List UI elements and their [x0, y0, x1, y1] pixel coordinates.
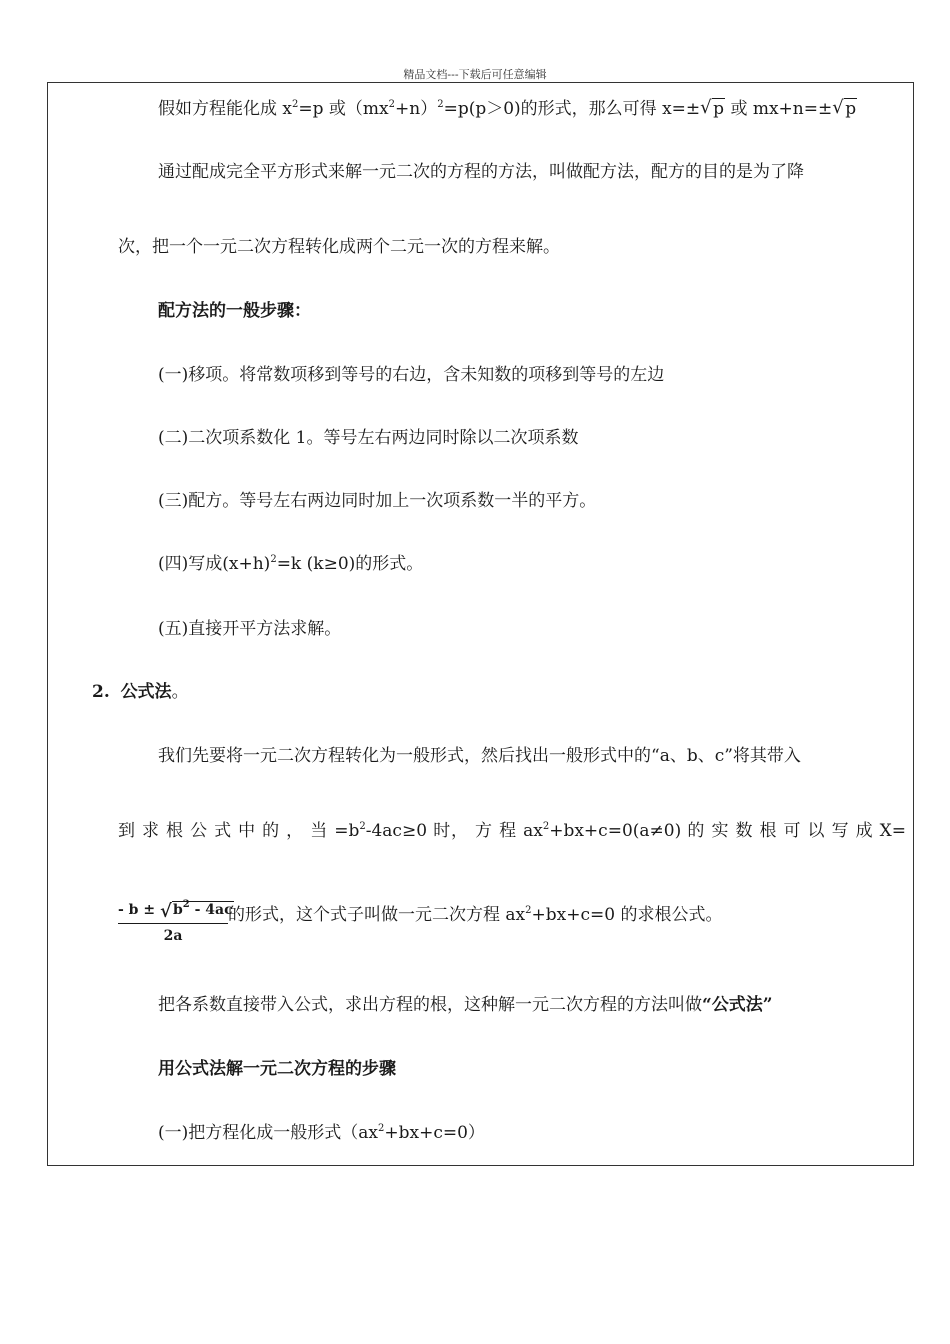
sqrt-symbol: √ p [832, 98, 857, 120]
fraction-numerator: - b ± √ $b^2 - 4ac$ [118, 902, 228, 924]
page-header: 精品文档---下载后可任意编辑 [403, 68, 547, 81]
line-formula-method: 把各系数直接带入公式，求出方程的根，这种解一元二次方程的方法叫做“公式法” [158, 995, 773, 1015]
heading-formula-steps: 用公式法解一元二次方程的步骤 [158, 1059, 396, 1079]
line-method-definition-cont: 次，把一个一元二次方程转化成两个二元一次的方程来解。 [118, 237, 560, 257]
line-square-root-form: 假如方程能化成 $x^2=p$ 或$(mx^2+n)^2=p(p>0)$的形式，那么可得 x=±√ p 或 mx+n=±√ p [158, 98, 857, 120]
sqrt-symbol: √ $b^2 - 4ac$ [160, 902, 234, 918]
step-1: (一)移项。将常数项移到等号的右边，含未知数的项移到等号的左边 [158, 365, 665, 385]
step-5: (五)直接开平方法求解。 [158, 619, 342, 639]
step-3: (三)配方。等号左右两边同时加上一次项系数一半的平方。 [158, 491, 597, 511]
line-formula-name: 的形式，这个式子叫做一元二次方程 $ax^2+bx+c=0$ 的求根公式。 [228, 905, 723, 925]
section-heading-formula: 2. 公式法。 [92, 682, 189, 702]
line-general-form: 我们先要将一元二次方程转化为一般形式，然后找出一般形式中的“a、b、c”将其带入 [158, 746, 801, 766]
sqrt-symbol: √ p [700, 98, 725, 120]
formula-step-1: (一)把方程化成一般形式$(ax^2+bx+c=0)$ [158, 1123, 485, 1143]
step-4: (四)写成$(x+h)^2=k$ (k≥0)的形式。 [158, 554, 424, 574]
fraction-denominator: 2a [163, 928, 183, 944]
heading-steps: 配方法的一般步骤： [158, 301, 311, 321]
line-method-definition: 通过配成完全平方形式来解一元二次的方程的方法，叫做配方法，配方的目的是为了降 [158, 162, 804, 182]
line-root-formula: 到 求 根 公 式 中 的 ， 当 $=b^2-4ac\ge 0$ 时， 方 程 $ax^2+bx+c=0(a\ne 0)$ 的 实 数 根 可 以 写 成 X= [118, 821, 906, 841]
quadratic-formula-fraction [118, 899, 233, 944]
step-2: (二)二次项系数化 1。等号左右两边同时除以二次项系数 [158, 428, 579, 448]
